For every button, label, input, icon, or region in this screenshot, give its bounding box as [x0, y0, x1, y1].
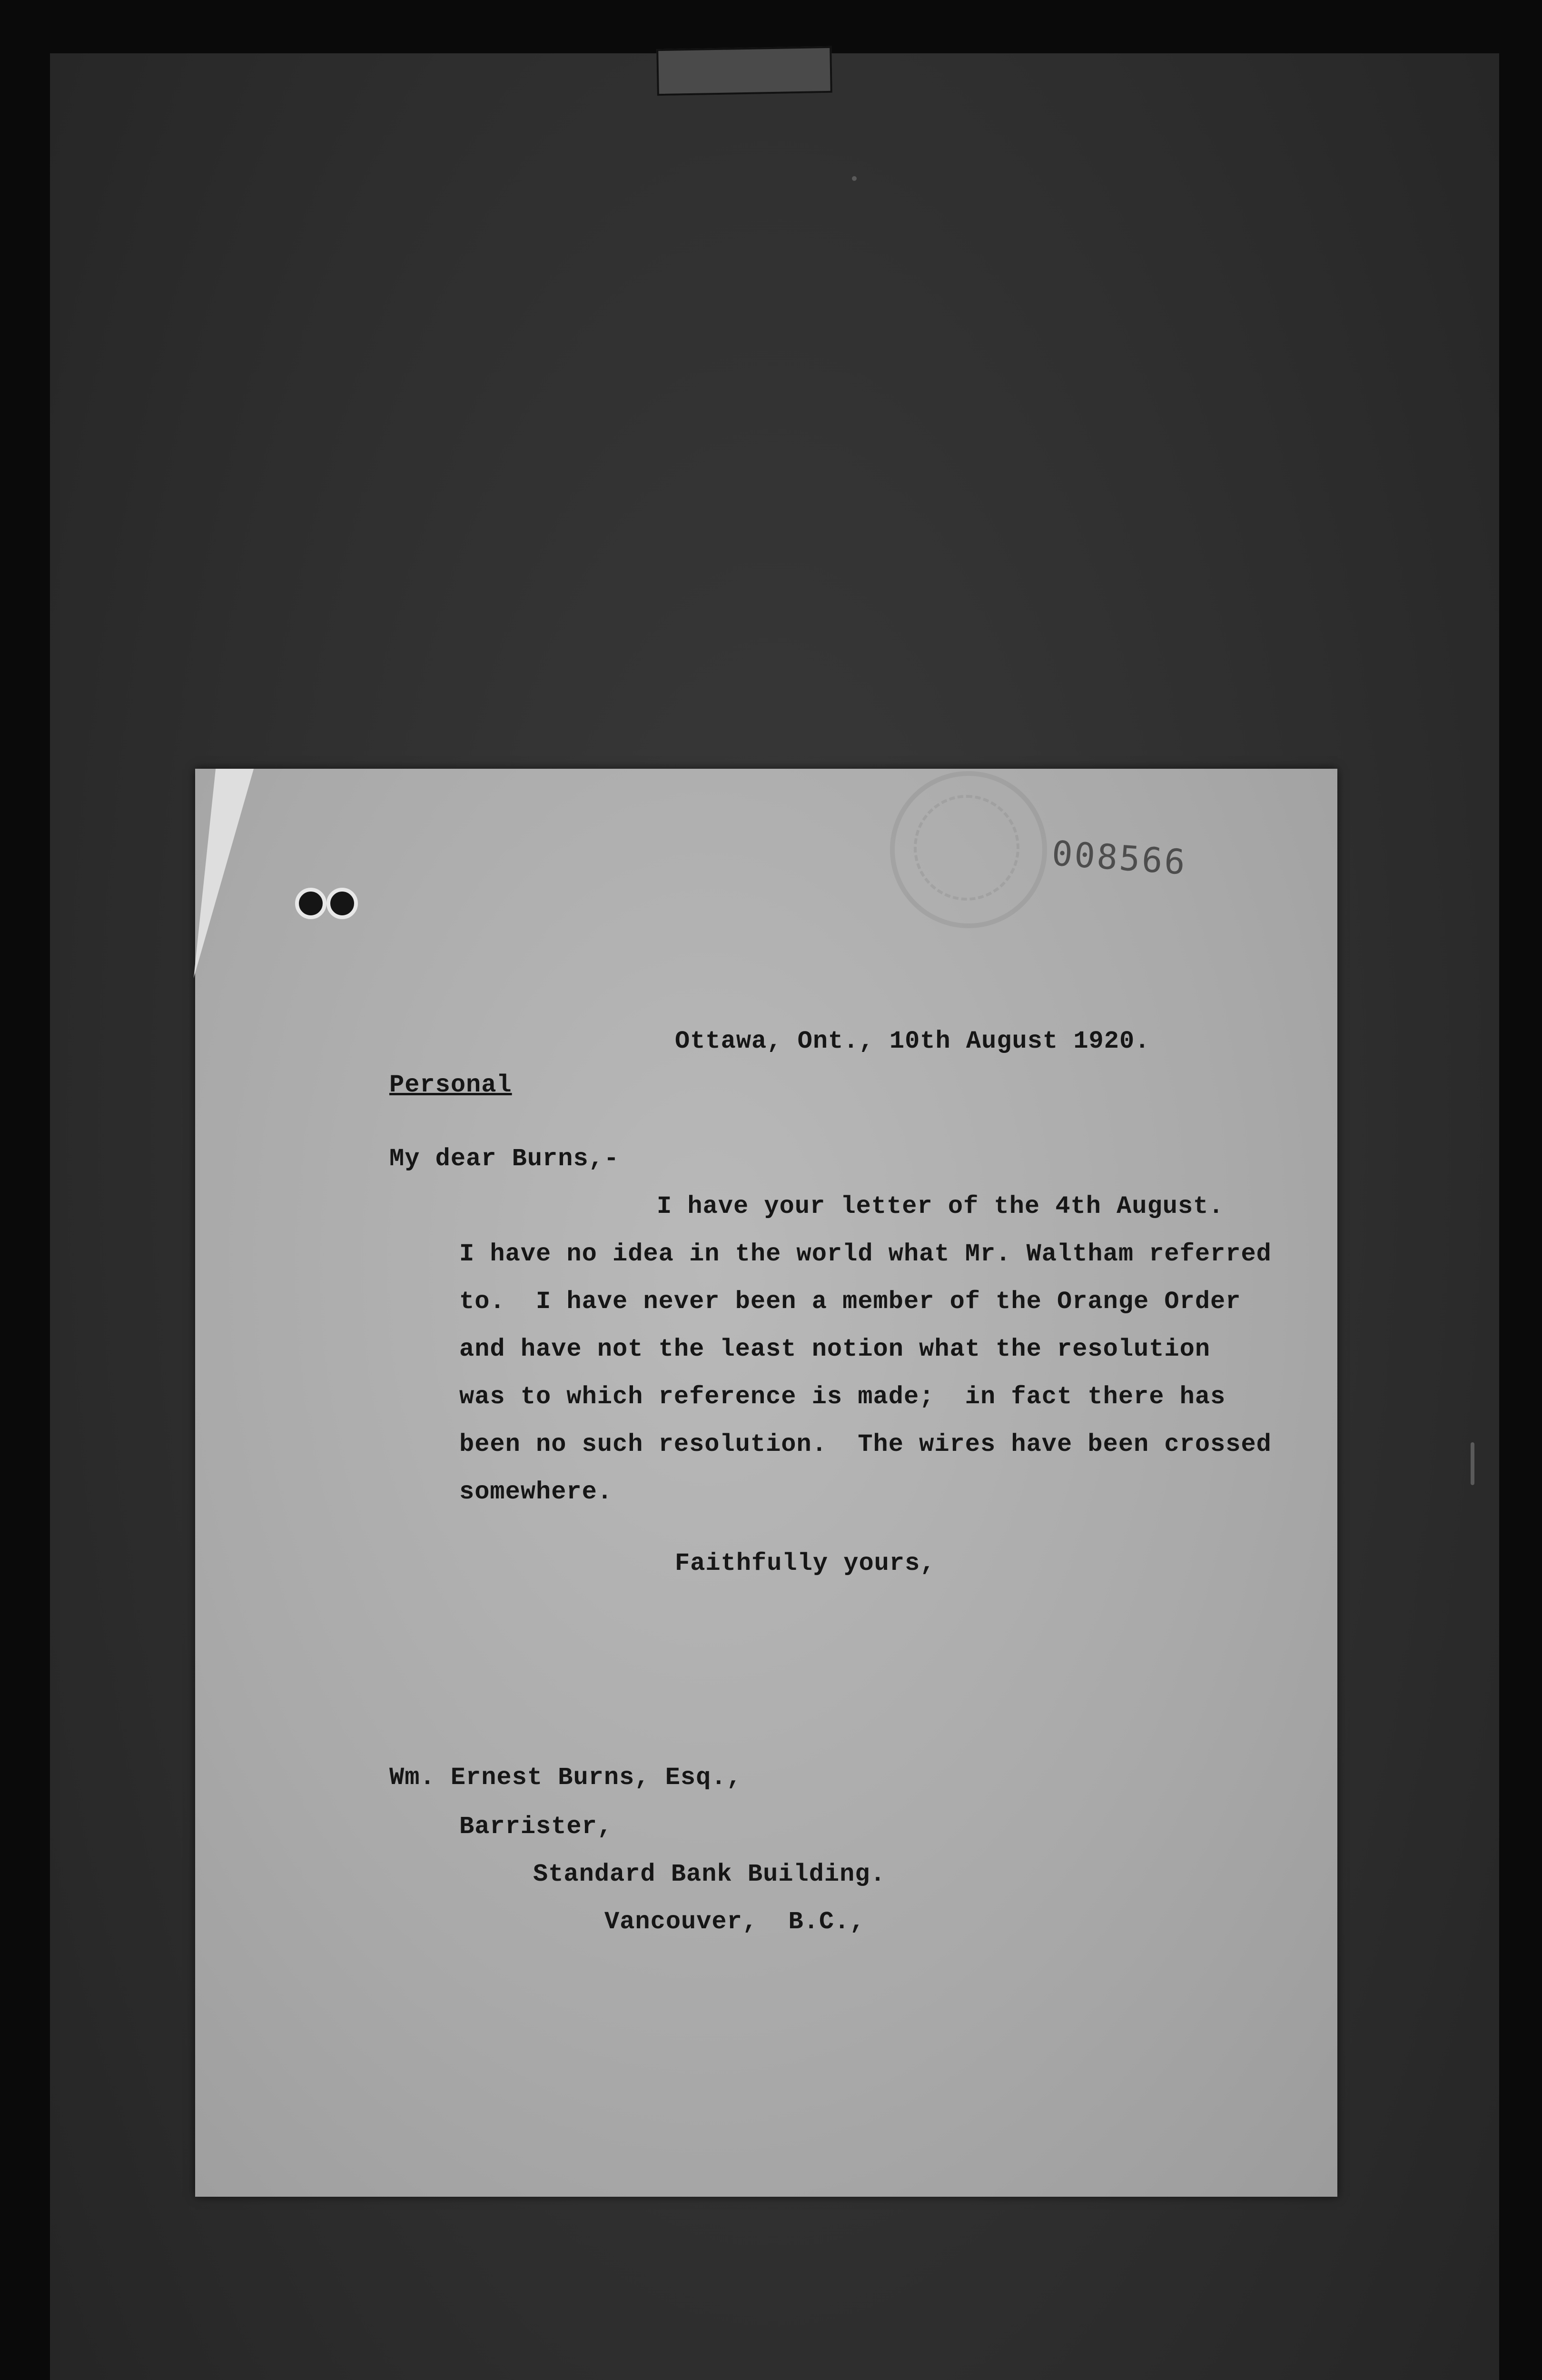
letter-body-line: was to which reference is made; in fact there has	[459, 1383, 1226, 1411]
letter-body-line: and have not the least notion what the resolution	[459, 1335, 1211, 1363]
address-line: Vancouver, B.C.,	[604, 1908, 865, 1936]
letter-body-line: been no such resolution. The wires have been crossed	[459, 1430, 1272, 1458]
film-scratch	[1471, 1442, 1474, 1485]
dust-speck	[852, 176, 857, 181]
top-tape	[656, 46, 832, 96]
letter-body-line: I have your letter of the 4th August.	[657, 1192, 1224, 1220]
letter-salutation: My dear Burns,-	[389, 1145, 620, 1173]
punch-hole	[326, 888, 358, 919]
seal-ring	[914, 795, 1019, 901]
address-line: Wm. Ernest Burns, Esq.,	[389, 1764, 742, 1792]
letter-closing: Faithfully yours,	[675, 1549, 936, 1577]
address-line: Standard Bank Building.	[533, 1860, 886, 1888]
punch-hole	[295, 888, 326, 919]
letter-body-line: I have no idea in the world what Mr. Waltham referred	[459, 1240, 1272, 1268]
letter-body-line: to. I have never been a member of the Orange Order	[459, 1288, 1241, 1316]
letter-marking: Personal	[389, 1071, 512, 1099]
letter-body-line: somewhere.	[459, 1478, 613, 1506]
address-line: Barrister,	[459, 1813, 613, 1841]
letter-dateline: Ottawa, Ont., 10th August 1920.	[675, 1027, 1150, 1055]
archive-seal-stamp	[890, 771, 1047, 928]
folio-number: 008566	[1050, 833, 1188, 883]
letter-sheet	[195, 769, 1337, 2197]
